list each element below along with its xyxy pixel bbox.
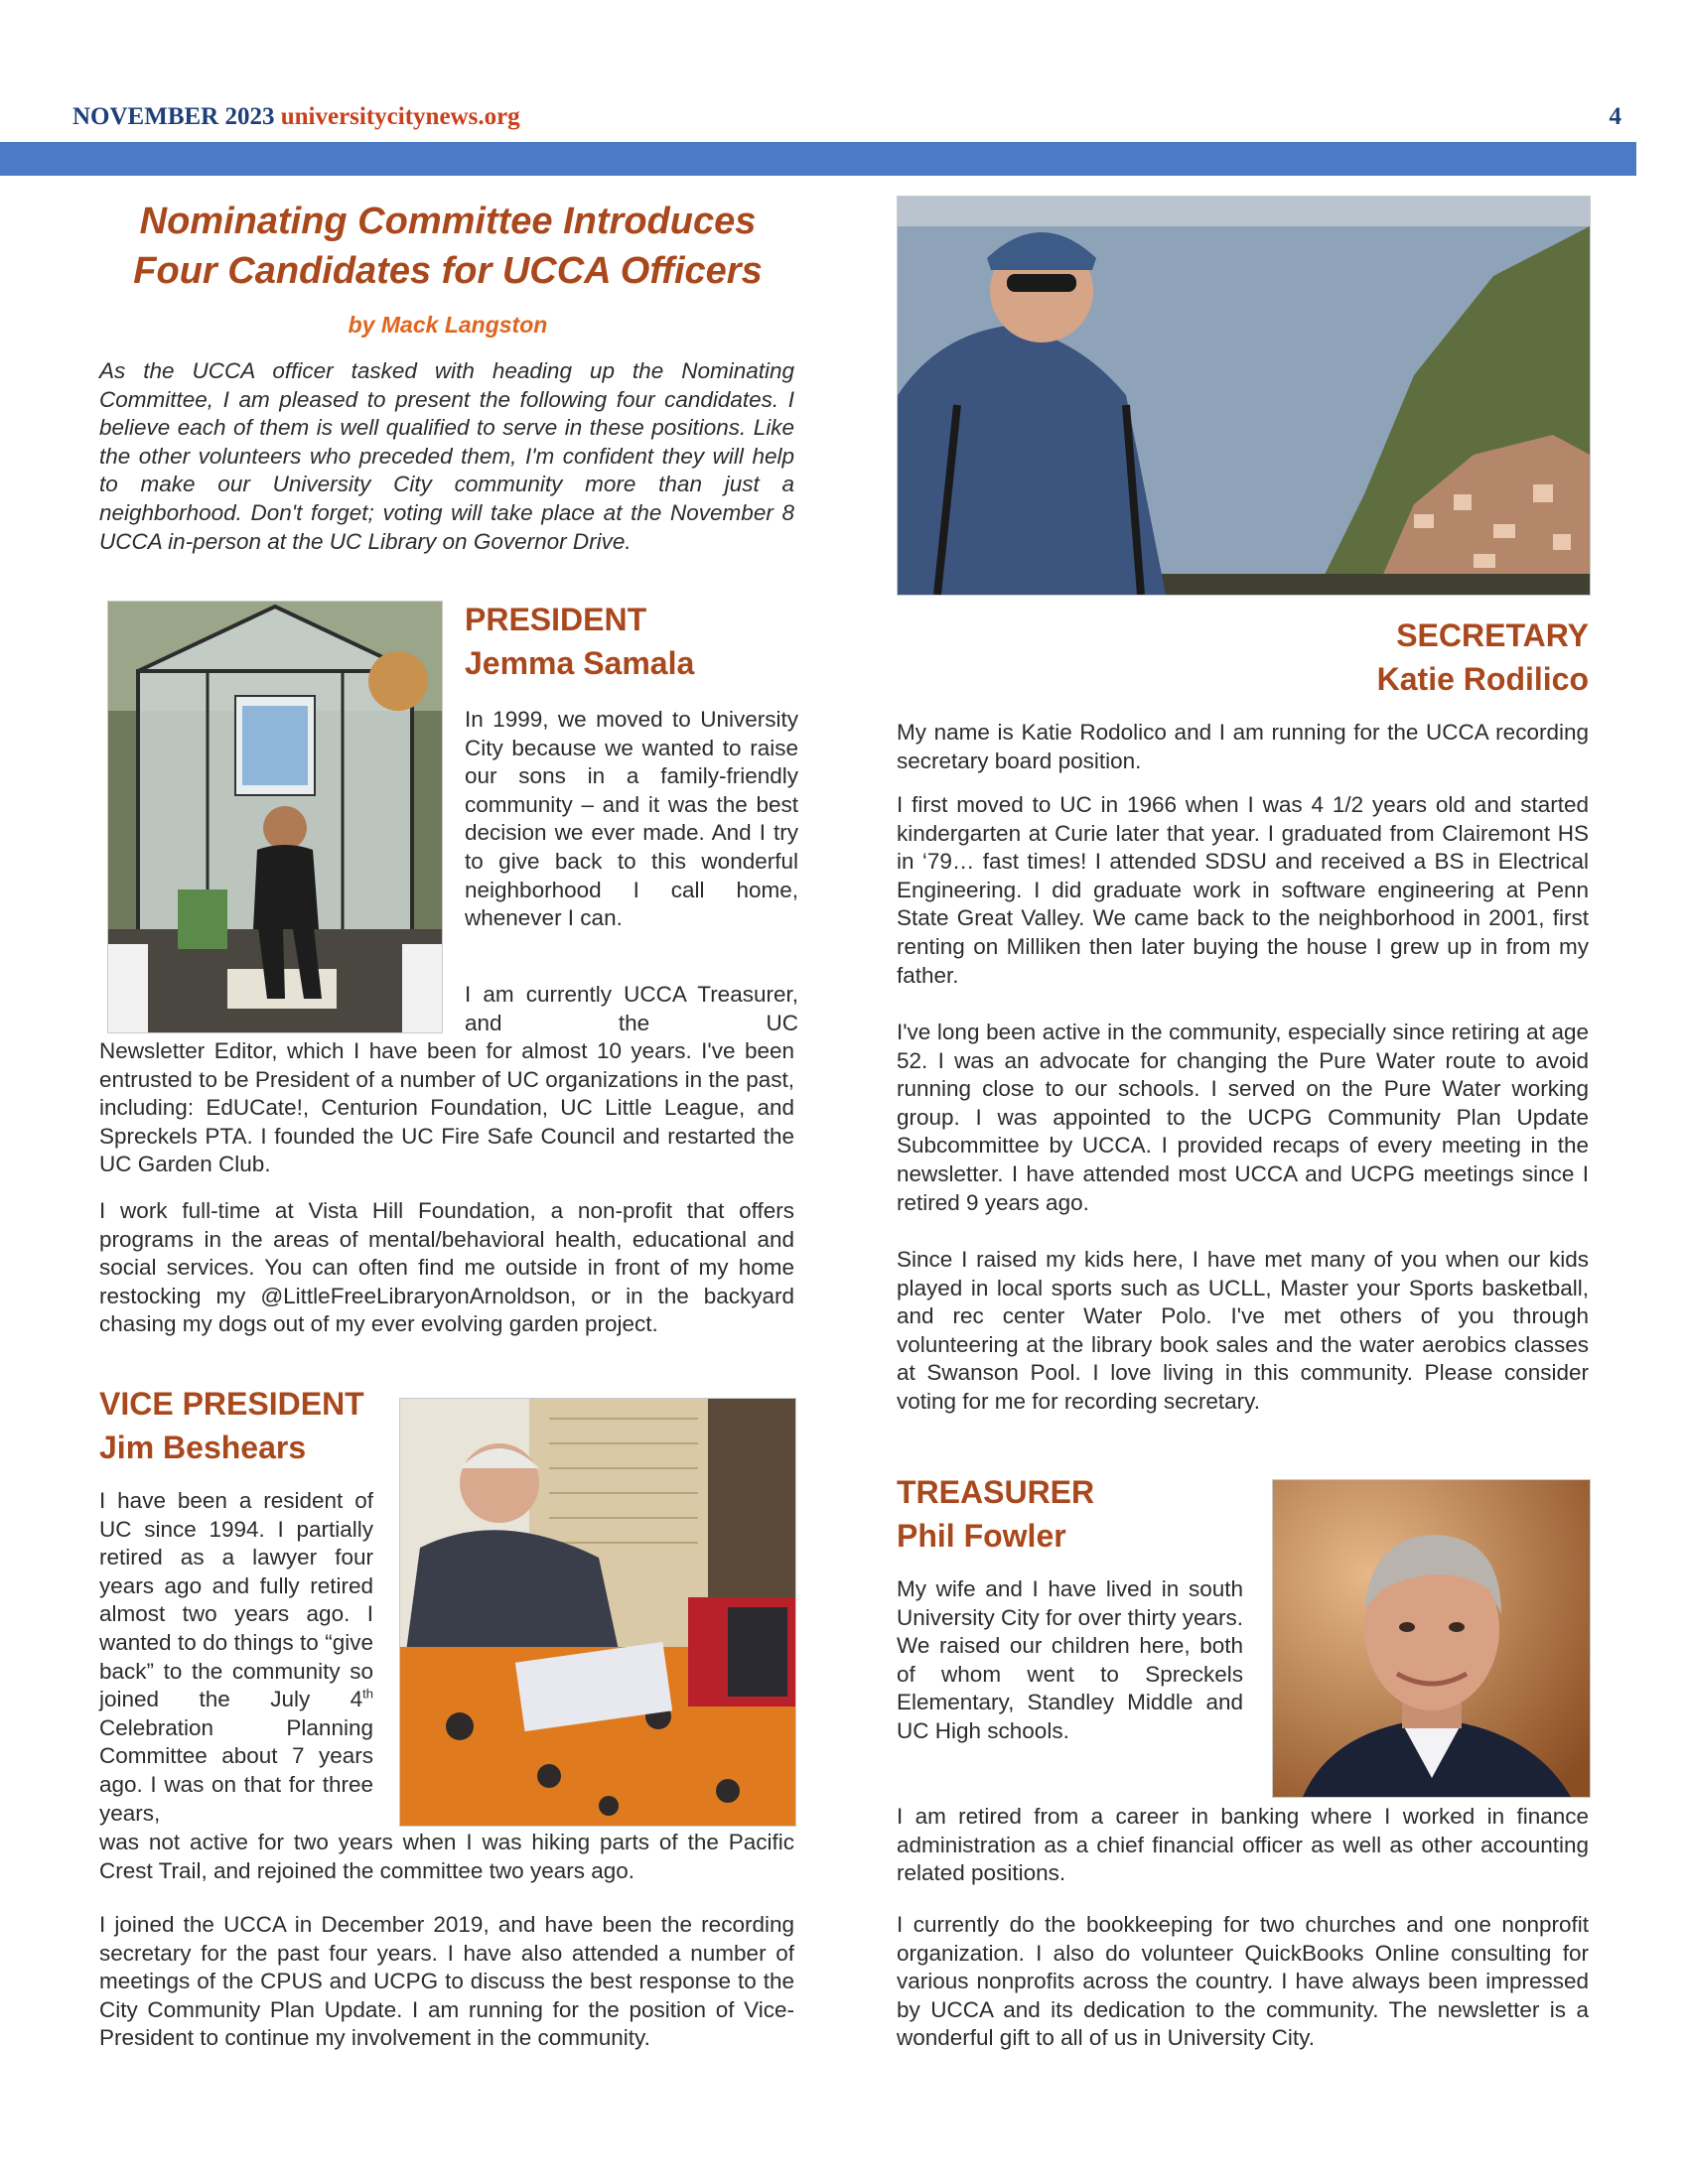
president-paragraph-2-wrap: I am currently UCCA Treasurer, and the UC (465, 982, 798, 1035)
issue-date: NOVEMBER 2023 (72, 103, 275, 130)
president-paragraph-3: I work full-time at Vista Hill Foundation, a non-profit that offers programs in the areas of mental/behavioral health, educational and social services. You can often find me outside in front of my home restocking my @LittleFreeLibraryonArnoldson, or in the backyard chasing my dogs out of my ever evolving garden project. (99, 1198, 794, 1337)
article-title: Nominating Committee Introduces Four Candidates for UCCA Officers (133, 201, 763, 292)
vice-president-heading (99, 1382, 397, 1469)
treasurer-heading (897, 1470, 1224, 1558)
president-name: Jemma Samala (465, 645, 695, 681)
vp-text-sup: th (362, 1686, 373, 1702)
site-link[interactable]: universitycitynews.org (280, 103, 520, 130)
secretary-paragraph-2: I first moved to UC in 1966 when I was 4 1/2 years old and started kindergarten at Curie later that year. I graduated from Clairemont HS in ‘79… fast times! I attended SDSU and received a BS in Electrical Engineering. I did graduate work in software engineering at Penn State Great Valley. We came back to the neighborhood in 2001, first renting on Milliken then later buying the house I grew up in from my father. (897, 792, 1589, 988)
vice-president-paragraph-1 (99, 1487, 373, 1828)
vp-text-b: Celebration Planning Committee about 7 years ago. I was on that for three years, (99, 1714, 373, 1826)
vice-president-paragraph-1-cont: was not active for two years when I was hiking parts of the Pacific Crest Trail, and rejoined the committee two years ago. (99, 1830, 794, 1883)
president-role: PRESIDENT (465, 602, 647, 637)
treasurer-role: TREASURER (897, 1474, 1095, 1510)
vp-text-a: I have been a resident of UC since 1994. I partially retired as a lawyer four years ago and fully retired almost two years ago. I wanted to do things to “give back” to the community so joined the July 4 (99, 1488, 373, 1712)
vice-president-name: Jim Beshears (99, 1430, 307, 1465)
page-number: 4 (1609, 103, 1621, 130)
secretary-paragraph-3: I've long been active in the community, especially since retiring at age 52. I was an advocate for changing the Pure Water route to avoid running close to our schools. I served on the Pure Water working group. I was appointed to the UCPG Community Plan Update Subcommittee by UCCA. I provided recaps of every meeting in the newsletter. I have attended most UCCA and UCPG meetings since I retired 9 years ago. (897, 1020, 1589, 1215)
secretary-heading (897, 614, 1589, 701)
treasurer-paragraph-3: I currently do the bookkeeping for two churches and one nonprofit organization. I also do volunteer QuickBooks Online consulting for various nonprofits across the country. I have always been impressed by UCCA and its dedication to the community. The newsletter is a wonderful gift to all of us in University City. (897, 1912, 1589, 2051)
byline: by Mack Langston (348, 312, 548, 338)
vice-president-paragraph-2: I joined the UCCA in December 2019, and have been the recording secretary for the past four years. I have also attended a number of meetings of the CPUS and UCPG to discuss the best response to the City Community Plan Update. I am running for the position of Vice-President to continue my involvement in the community. (99, 1912, 794, 2051)
treasurer-paragraph-1: My wife and I have lived in south University City for over thirty years. We raised our children here, both of whom went to Spreckels Elementary, Standley Middle and UC High schools. (897, 1576, 1243, 1743)
treasurer-paragraph-2: I am retired from a career in banking where I worked in finance administration as a chief financial officer as well as other accounting related positions. (897, 1804, 1589, 1886)
president-photo (107, 601, 443, 1033)
president-paragraph-2: Newsletter Editor, which I have been for almost 10 years. I've been entrusted to be President of a number of UC organizations in the past, including: EdUCate!, Centurion Foundation, UC Little League, and Spreckels PTA. I founded the UC Fire Safe Council and restarted the UC Garden Club. (99, 1038, 794, 1177)
page-header (72, 103, 1621, 133)
secretary-role: SECRETARY (1396, 617, 1589, 653)
header-bar (0, 142, 1636, 176)
treasurer-photo (1272, 1479, 1591, 1798)
intro-paragraph: As the UCCA officer tasked with heading up the Nominating Committee, I am pleased to present the following four candidates. I believe each of them is well qualified to serve in these positions. Like the other volunteers who preceded them, I'm confident they will help to make our University City community more than just a neighborhood. Don't forget; voting will take place at the November 8 UCCA in-person at the UC Library on Governor Drive. (99, 358, 794, 554)
president-heading (465, 598, 798, 685)
vice-president-photo (399, 1398, 796, 1827)
president-paragraph-1: In 1999, we moved to University City because we wanted to raise our sons in a family-friendly community – and it was the best decision we ever made. And I try to give back to this wonderful neighborhood I call home, whenever I can. (465, 707, 798, 931)
treasurer-name: Phil Fowler (897, 1518, 1066, 1554)
secretary-paragraph-4: Since I raised my kids here, I have met many of you when our kids played in local sports such as UCLL, Master your Sports basketball, and rec center Water Polo. I've met others of you through volunteering at the library book sales and the water aerobics classes at Swanson Pool. I love living in this community. Please consider voting for me for recording secretary. (897, 1247, 1589, 1414)
secretary-name: Katie Rodilico (1376, 661, 1589, 697)
vice-president-role: VICE PRESIDENT (99, 1386, 364, 1422)
secretary-paragraph-1: My name is Katie Rodolico and I am running for the UCCA recording secretary board position. (897, 720, 1589, 773)
secretary-photo (897, 196, 1591, 596)
